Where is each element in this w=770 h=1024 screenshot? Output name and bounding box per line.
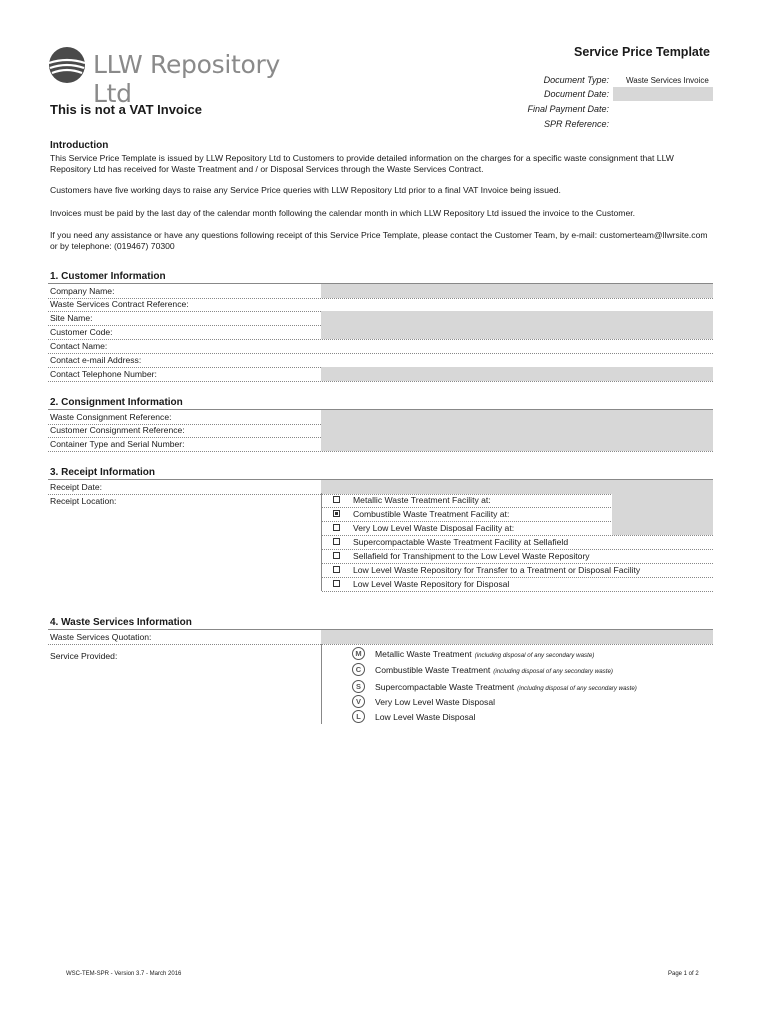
checkbox[interactable] [333, 580, 340, 587]
checkbox[interactable] [333, 524, 340, 531]
section-3-heading: 3. Receipt Information [50, 467, 156, 478]
location-label: Sellafield for Transhipment to the Low Level Waste Repository [353, 551, 590, 561]
document-title: Service Price Template [574, 45, 710, 59]
location-option[interactable] [322, 493, 713, 508]
meta-value-document-date[interactable] [613, 87, 713, 101]
field-input[interactable] [321, 423, 713, 437]
field-row [48, 423, 713, 438]
field-input[interactable] [321, 325, 713, 339]
checkbox[interactable] [333, 496, 340, 503]
location-label: Combustible Waste Treatment Facility at: [353, 509, 510, 519]
section-2-heading: 2. Consignment Information [50, 397, 183, 408]
service-label: Very Low Level Waste Disposal [375, 697, 496, 707]
meta-label-final-payment-date: Final Payment Date: [527, 104, 609, 114]
field-input[interactable] [321, 410, 713, 424]
field-row [48, 437, 713, 452]
meta-value-spr-reference[interactable] [613, 117, 713, 131]
location-option[interactable] [322, 521, 713, 536]
footer-page-number: Page 1 of 2 [668, 971, 699, 977]
service-label: Supercompactable Waste Treatment [375, 682, 515, 692]
low-level-icon: L [352, 710, 365, 723]
receipt-location-label: Receipt Location: [50, 496, 117, 506]
supercompactable-icon: S [352, 680, 365, 693]
location-option[interactable] [322, 577, 713, 592]
service-label: Low Level Waste Disposal [375, 712, 476, 722]
metallic-icon: M [352, 647, 365, 660]
field-label: Company Name: [50, 286, 115, 296]
field-label: Waste Services Contract Reference: [50, 299, 189, 309]
meta-label-document-type: Document Type: [543, 75, 609, 85]
section-4-heading: 4. Waste Services Information [50, 617, 192, 628]
location-label: Low Level Waste Repository for Transfer to a Treatment or Disposal Facility [353, 565, 641, 575]
field-label: Contact Name: [50, 341, 108, 351]
checkbox[interactable] [333, 552, 340, 559]
field-input[interactable] [321, 367, 713, 381]
intro-heading: Introduction [50, 140, 109, 151]
field-label: Receipt Date: [50, 482, 103, 492]
field-row [48, 367, 713, 382]
field-row [48, 353, 713, 368]
logo-mark-icon [48, 46, 86, 84]
facility-input[interactable] [612, 507, 713, 521]
location-option[interactable] [322, 563, 713, 578]
service-note: (including disposal of any secondary waste) [493, 668, 613, 675]
meta-value-final-payment-date[interactable] [613, 102, 713, 116]
service-note: (including disposal of any secondary waste) [474, 652, 595, 659]
combustible-icon: C [352, 663, 365, 676]
logo [48, 46, 318, 108]
section-1-heading: 1. Customer Information [50, 271, 166, 282]
location-option[interactable] [322, 549, 713, 564]
meta-value-document-type: Waste Services Invoice [626, 76, 709, 85]
location-label: Supercompactable Waste Treatment Facility at Sellafield [353, 537, 569, 547]
checkbox[interactable] [333, 538, 340, 545]
location-option[interactable] [322, 507, 713, 522]
location-label: Very Low Level Waste Disposal Facility at: [353, 523, 515, 533]
location-option[interactable] [322, 535, 713, 550]
footer-version: WSC-TEM-SPR - Version 3.7 - March 2016 [66, 971, 182, 977]
service-label: Combustible Waste Treatment [375, 665, 491, 675]
very-low-level-icon: V [352, 695, 365, 708]
location-label: Low Level Waste Repository for Disposal [353, 579, 510, 589]
field-label: Container Type and Serial Number: [50, 439, 185, 449]
intro-paragraph: Invoices must be paid by the last day of the calendar month following the calendar month in which LLW Repository Ltd issued the invoice to the Customer. [50, 208, 636, 218]
meta-label-document-date: Document Date: [543, 89, 609, 99]
field-label: Contact Telephone Number: [50, 369, 157, 379]
field-input[interactable] [321, 437, 713, 451]
divider [321, 644, 322, 724]
field-row [48, 325, 713, 340]
field-label: Site Name: [50, 313, 93, 323]
field-row [48, 629, 713, 645]
service-label: Metallic Waste Treatment [375, 649, 472, 659]
field-label: Customer Code: [50, 327, 113, 337]
checkbox[interactable] [333, 510, 340, 517]
field-label: Customer Consignment Reference: [50, 425, 185, 435]
field-row [48, 311, 713, 326]
field-input[interactable] [321, 353, 713, 367]
field-row [48, 297, 713, 312]
service-note: (including disposal of any secondary waste) [517, 685, 637, 692]
logo-text: LLW Repository Ltd [93, 50, 280, 108]
receipt-date-input[interactable] [321, 480, 713, 494]
facility-input[interactable] [612, 493, 713, 507]
field-row [48, 339, 713, 354]
field-input[interactable] [321, 284, 713, 298]
intro-paragraph: This Service Price Template is issued by LLW Repository Ltd to Customers to provide detailed information on the charges for a specific waste consignment that LLW Repository Ltd has received for Waste Treatment and / or Disposal Services through the Waste Services Contract. [50, 153, 674, 174]
field-label: Contact e-mail Address: [50, 355, 142, 365]
field-input[interactable] [321, 297, 713, 311]
quotation-input[interactable] [321, 630, 713, 644]
facility-input[interactable] [612, 521, 713, 535]
service-provided-label: Service Provided: [50, 651, 118, 661]
location-label: Metallic Waste Treatment Facility at: [353, 495, 491, 505]
field-label: Waste Services Quotation: [50, 632, 152, 642]
field-input[interactable] [321, 339, 713, 353]
intro-paragraph: If you need any assistance or have any questions following receipt of this Service Price Template, please contact the Customer Team, by e-mail: customerteam@llwrsite.com or by telephone: (019467) 70300 [50, 230, 708, 251]
field-label: Waste Consignment Reference: [50, 412, 172, 422]
meta-label-spr-reference: SPR Reference: [543, 119, 609, 129]
checkbox[interactable] [333, 566, 340, 573]
field-input[interactable] [321, 311, 713, 325]
vat-notice: This is not a VAT Invoice [50, 102, 202, 117]
intro-paragraph: Customers have five working days to raise any Service Price queries with LLW Repository Ltd prior to a final VAT Invoice being issued. [50, 185, 561, 195]
